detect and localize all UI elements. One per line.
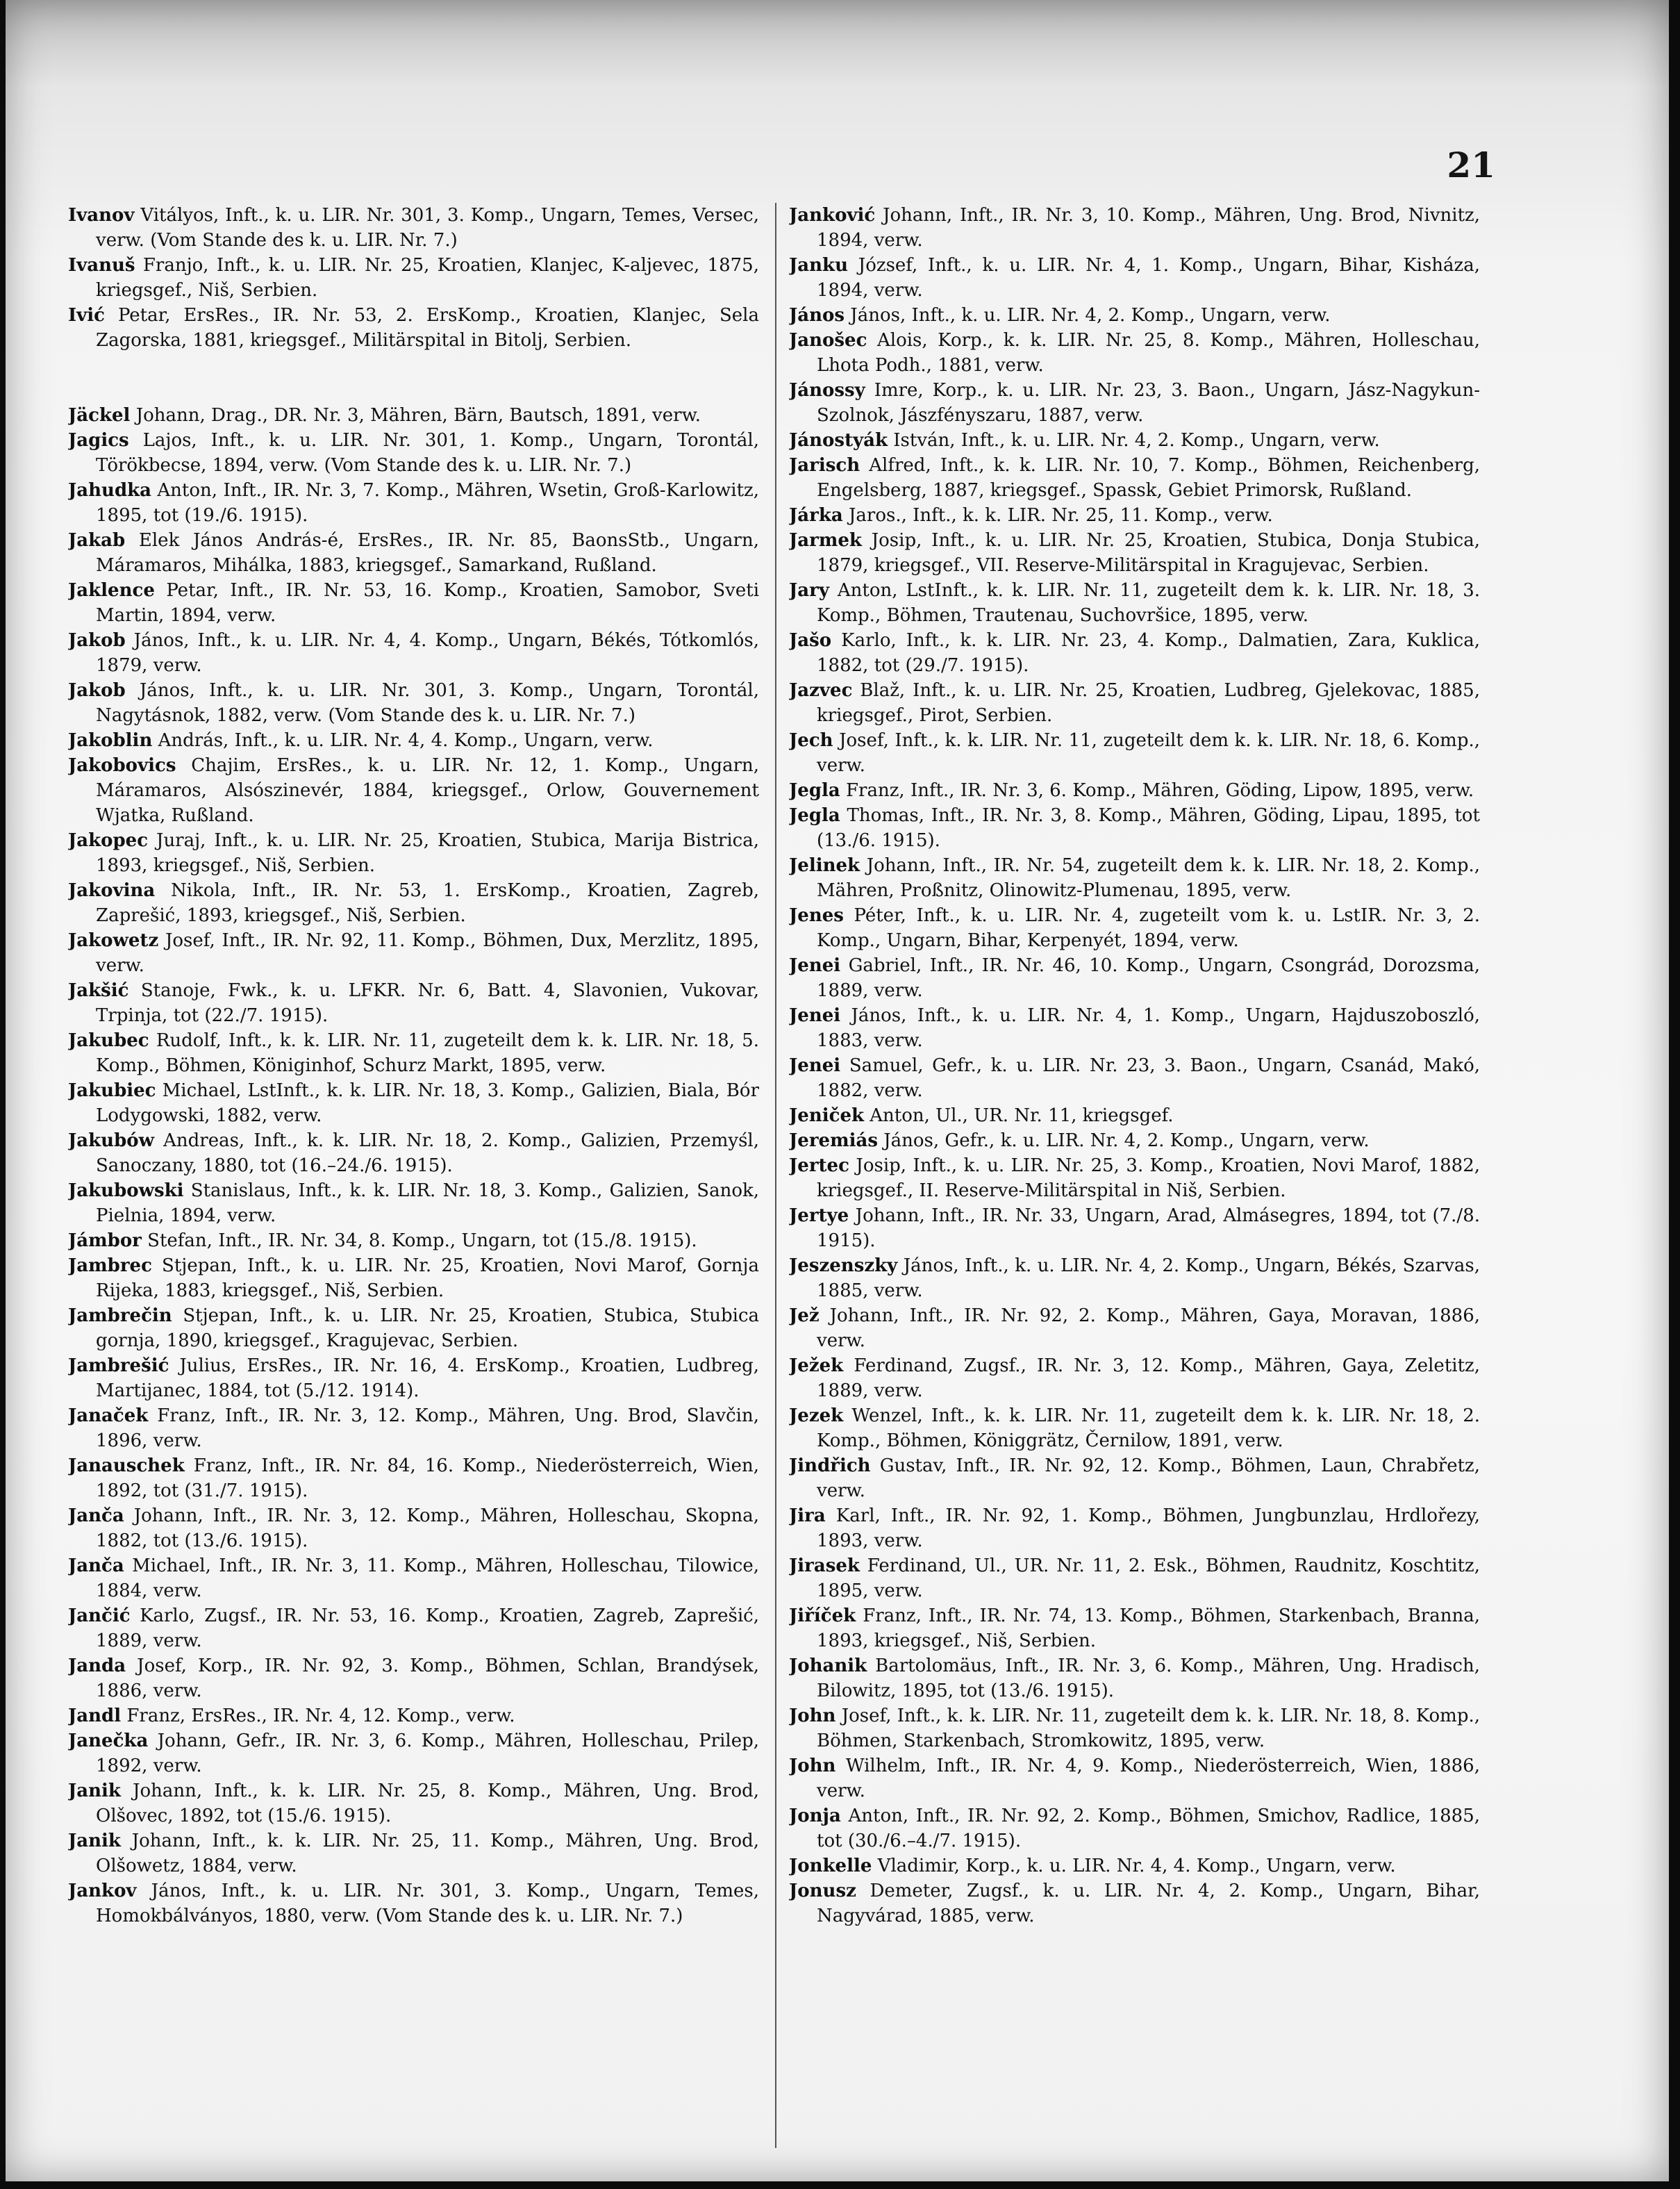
entry [789,303,1480,328]
entry-surname: Jánossy [789,380,865,401]
entry-surname: Jakob [68,680,126,701]
entry [68,1128,759,1178]
entry-surname: Janda [68,1655,126,1676]
entry-details: Rudolf, Inft., k. k. LIR. Nr. 11, zugeteilt dem k. k. LIR. Nr. 18, 5. Komp., Böhmen, Königinhof, Schurz Markt, 1895, verw. [96,1030,759,1076]
entry-surname: Jež [789,1305,820,1326]
entry-details: József, Inft., k. u. LIR. Nr. 4, 1. Komp., Ungarn, Bihar, Kisháza, 1894, verw. [817,255,1480,301]
entry-details: Vladimir, Korp., k. u. LIR. Nr. 4, 4. Komp., Ungarn, verw. [877,1856,1396,1876]
entry-details: János, Inft., k. u. LIR. Nr. 4, 2. Komp., Ungarn, verw. [850,305,1331,326]
entry [789,1353,1480,1403]
entry-surname: Jary [789,580,829,601]
entry [68,428,759,478]
entry-surname: Jakšić [68,980,129,1001]
entry-details: Stjepan, Inft., k. u. LIR. Nr. 25, Kroatien, Novi Marof, Gornja Rijeka, 1883, kriegsgef., Niš, Serbien. [96,1255,759,1301]
entry-surname: Janaček [68,1405,149,1426]
entry-details: Imre, Korp., k. u. LIR. Nr. 23, 3. Baon., Ungarn, Jász-Nagykun-Szolnok, Jászfényszaru, 1887, verw. [817,380,1480,426]
entry-surname: Jertye [789,1205,849,1226]
entry [68,1653,759,1703]
columns [68,203,1499,2155]
entry-details: Johann, Inft., IR. Nr. 54, zugeteilt dem k. k. LIR. Nr. 18, 2. Komp., Mähren, Proßnitz, Olinowitz-Plumenau, 1895, verw. [817,855,1480,901]
entry-surname: Jašo [789,630,832,651]
entry [68,1353,759,1403]
entry [789,1103,1480,1128]
entry [789,528,1480,578]
entry-details: Johann, Drag., DR. Nr. 3, Mähren, Bärn, Bautsch, 1891, verw. [135,405,701,426]
entry-surname: Jakubiec [68,1080,156,1101]
entry [68,203,759,253]
entry-details: Josef, Inft., k. k. LIR. Nr. 11, zugeteilt dem k. k. LIR. Nr. 18, 8. Komp., Böhmen, Starkenbach, Stromkowitz, 1895, verw. [817,1705,1480,1751]
entry-details: Johann, Inft., IR. Nr. 92, 2. Komp., Mähren, Gaya, Moravan, 1886, verw. [817,1305,1480,1351]
entry [68,1078,759,1128]
entry [68,253,759,303]
entry-details: Vitályos, Inft., k. u. LIR. Nr. 301, 3. Komp., Ungarn, Temes, Versec, verw. (Vom Stande des k. u. LIR. Nr. 7.) [96,205,759,251]
entry-details: Franz, Inft., IR. Nr. 84, 16. Komp., Niederösterreich, Wien, 1892, tot (31./7. 1915). [96,1455,759,1501]
entry-details: János, Gefr., k. u. LIR. Nr. 4, 2. Komp., Ungarn, verw. [883,1130,1370,1151]
entry-details: Wilhelm, Inft., IR. Nr. 4, 9. Komp., Niederösterreich, Wien, 1886, verw. [817,1756,1480,1801]
document-page [6,0,1669,2181]
entry [789,1203,1480,1253]
entry-details: János, Inft., k. u. LIR. Nr. 301, 3. Komp., Ungarn, Temes, Homokbálványos, 1880, verw. (Vom Stande des k. u. LIR. Nr. 7.) [96,1881,759,1926]
entry-surname: Jegla [789,780,840,801]
entry [68,1503,759,1553]
entry-details: Samuel, Gefr., k. u. LIR. Nr. 23, 3. Baon., Ungarn, Csanád, Makó, 1882, verw. [817,1055,1480,1101]
entry-surname: Jambrec [68,1255,152,1276]
left-column [68,203,759,2155]
entry-surname: Jonusz [789,1881,856,1901]
entry-details: Stanislaus, Inft., k. k. LIR. Nr. 18, 3. Komp., Galizien, Sanok, Pielnia, 1894, verw. [96,1180,759,1226]
entry [68,1303,759,1353]
entry-surname: Janauschek [68,1455,185,1476]
entry-details: Elek János András-é, ErsRes., IR. Nr. 85, BaonsStb., Ungarn, Máramaros, Mihálka, 1883, kriegsgef., Samarkand, Rußland. [96,530,759,576]
entry-surname: John [789,1705,836,1726]
entry-surname: Jenei [789,1005,841,1026]
entry-details: Stefan, Inft., IR. Nr. 34, 8. Komp., Ungarn, tot (15./8. 1915). [147,1230,697,1251]
entry-surname: Janik [68,1831,121,1851]
entry [789,1153,1480,1203]
entry [68,1028,759,1078]
entry [789,328,1480,378]
entry-details: Johann, Inft., IR. Nr. 3, 12. Komp., Mähren, Holleschau, Skopna, 1882, tot (13./6. 1915). [96,1505,759,1551]
entry-details: Blaž, Inft., k. u. LIR. Nr. 25, Kroatien, Ludbreg, Gjelekovac, 1885, kriegsgef., Pirot, Serbien. [817,680,1480,726]
entry [789,803,1480,853]
entry-surname: János [789,305,845,326]
entry [68,678,759,728]
entry-details: Thomas, Inft., IR. Nr. 3, 8. Komp., Mähren, Göding, Lipau, 1895, tot (13./6. 1915). [817,805,1480,851]
entry-details: Josef, Korp., IR. Nr. 92, 3. Komp., Böhmen, Schlan, Brandýsek, 1886, verw. [96,1655,759,1701]
entry-surname: Jenei [789,955,841,976]
entry [789,1303,1480,1353]
entry-details: Johann, Inft., k. k. LIR. Nr. 25, 11. Komp., Mähren, Ung. Brod, Olšowetz, 1884, verw. [96,1831,759,1876]
entry-details: Franjo, Inft., k. u. LIR. Nr. 25, Kroatien, Klanjec, K-aljevec, 1875, kriegsgef., Niš, Serbien. [96,255,759,301]
entry-surname: Janečka [68,1730,149,1751]
entry-surname: Jambrečin [68,1305,172,1326]
entry-details: Johann, Gefr., IR. Nr. 3, 6. Komp., Mähren, Holleschau, Prilep, 1892, verw. [96,1730,759,1776]
entry [789,1128,1480,1153]
entry-surname: Jandl [68,1705,122,1726]
entry-surname: Jeremiás [789,1130,878,1151]
entry [68,628,759,678]
entry-details: Gustav, Inft., IR. Nr. 92, 12. Komp., Böhmen, Laun, Chrabřetz, verw. [817,1455,1480,1501]
entry-surname: Janča [68,1555,124,1576]
entry-surname: Jakobovics [68,755,176,776]
entry-surname: Jakob [68,630,126,651]
entry-surname: Jonja [789,1806,841,1826]
entry-surname: Jazvec [789,680,853,701]
entry [789,1703,1480,1753]
entry-surname: Janik [68,1781,121,1801]
entry-details: András, Inft., k. u. LIR. Nr. 4, 4. Komp., Ungarn, verw. [158,730,654,751]
entry-details: Alfred, Inft., k. k. LIR. Nr. 10, 7. Komp., Böhmen, Reichenberg, Engelsberg, 1887, kriegsgef., Spassk, Gebiet Primorsk, Rußland. [817,455,1480,501]
entry-surname: Ivanuš [68,255,135,276]
entry-details: Karl, Inft., IR. Nr. 92, 1. Komp., Böhmen, Jungbunzlau, Hrdlořezy, 1893, verw. [817,1505,1480,1551]
entry [68,403,759,428]
entry-details: Bartolomäus, Inft., IR. Nr. 3, 6. Komp., Mähren, Ung. Hradisch, Bilowitz, 1895, tot (13./6. 1915). [817,1655,1480,1701]
entry [789,903,1480,953]
entry-surname: Jakab [68,530,126,551]
entry-surname: Jagics [68,430,129,451]
entry-details: Michael, LstInft., k. k. LIR. Nr. 18, 3. Komp., Galizien, Biala, Bór Lodygowski, 1882, verw. [96,1080,759,1126]
entry [789,1878,1480,1928]
entry-surname: Jarisch [789,455,860,476]
entry-details: Nikola, Inft., IR. Nr. 53, 1. ErsKomp., Kroatien, Zagreb, Zaprešić, 1893, kriegsgef., Niš, Serbien. [96,880,759,926]
entry [68,1728,759,1778]
entry [789,1553,1480,1603]
entry-details: Anton, LstInft., k. k. LIR. Nr. 11, zugeteilt dem k. k. LIR. Nr. 18, 3. Komp., Böhmen, Trautenau, Suchovršice, 1895, verw. [817,580,1480,626]
entry-details: Wenzel, Inft., k. k. LIR. Nr. 11, zugeteilt dem k. k. LIR. Nr. 18, 2. Komp., Böhmen, Königgrätz, Černilow, 1891, verw. [817,1405,1480,1451]
entry-details: Julius, ErsRes., IR. Nr. 16, 4. ErsKomp., Kroatien, Ludbreg, Martijanec, 1884, tot (5./12. 1914). [96,1355,759,1401]
entry-details: Lajos, Inft., k. u. LIR. Nr. 301, 1. Komp., Ungarn, Torontál, Törökbecse, 1894, verw. (Vom Stande des k. u. LIR. Nr. 7.) [96,430,759,476]
entry-surname: Ivanov [68,205,135,226]
entry-details: János, Inft., k. u. LIR. Nr. 4, 2. Komp., Ungarn, Békés, Szarvas, 1885, verw. [817,1255,1480,1301]
entry [789,1653,1480,1703]
entry-surname: Jakubowski [68,1180,184,1201]
entry-surname: Jezek [789,1405,844,1426]
entry-surname: Jonkelle [789,1856,872,1876]
entry-details: Johann, Inft., IR. Nr. 33, Ungarn, Arad, Almásegres, 1894, tot (7./8. 1915). [817,1205,1480,1251]
entry-surname: Jenei [789,1055,841,1076]
entry-details: Johann, Inft., IR. Nr. 3, 10. Komp., Mähren, Ung. Brod, Nivnitz, 1894, verw. [817,205,1480,251]
entry-surname: Ježek [789,1355,844,1376]
entry [789,428,1480,453]
entry-details: Josef, Inft., IR. Nr. 92, 11. Komp., Böhmen, Dux, Merzlitz, 1895, verw. [96,930,759,976]
entry [68,1453,759,1503]
entry-surname: John [789,1756,836,1776]
entry [789,1753,1480,1803]
entry-surname: Ivić [68,305,105,326]
entry-details: Stjepan, Inft., k. u. LIR. Nr. 25, Kroatien, Stubica, Stubica gornja, 1890, kriegsgef., Kragujevac, Serbien. [96,1305,759,1351]
entry [789,778,1480,803]
entry [68,1253,759,1303]
entry-details: Josef, Inft., k. k. LIR. Nr. 11, zugeteilt dem k. k. LIR. Nr. 18, 6. Komp., verw. [817,730,1480,776]
entry [789,453,1480,503]
entry-details: Anton, Inft., IR. Nr. 3, 7. Komp., Mähren, Wsetin, Groß-Karlowitz, 1895, tot (19./6. 1915). [96,480,759,526]
entry-surname: Jakubec [68,1030,149,1051]
entry [68,1178,759,1228]
entry [68,303,759,353]
entry-surname: Jelinek [789,855,860,876]
entry [789,953,1480,1003]
entry [789,1853,1480,1878]
entry [789,1053,1480,1103]
entry [68,1603,759,1653]
entry-surname: Jegla [789,805,840,826]
entry-details: Josip, Inft., k. u. LIR. Nr. 25, 3. Komp., Kroatien, Novi Marof, 1882, kriegsgef., II. Reserve-Militärspital in Niš, Serbien. [817,1155,1480,1201]
entry [789,1803,1480,1853]
entry-surname: Johanik [789,1655,867,1676]
entry-details: Petar, Inft., IR. Nr. 53, 16. Komp., Kroatien, Samobor, Sveti Martin, 1894, verw. [96,580,759,626]
entry [68,728,759,753]
entry [789,728,1480,778]
entry [68,828,759,878]
entry-surname: Jakubów [68,1130,154,1151]
entry-details: Alois, Korp., k. k. LIR. Nr. 25, 8. Komp., Mähren, Holleschau, Lhota Podh., 1881, verw. [817,330,1480,376]
entry-details: János, Inft., k. u. LIR. Nr. 4, 1. Komp., Ungarn, Hajduszoboszló, 1883, verw. [817,1005,1480,1051]
entry [789,628,1480,678]
entry [789,503,1480,528]
entry [68,578,759,628]
entry-surname: Jakopec [68,830,149,851]
entry [68,753,759,828]
entry-details: Jaros., Inft., k. k. LIR. Nr. 25, 11. Komp., verw. [848,505,1273,526]
entry [68,528,759,578]
entry-details: Josip, Inft., k. u. LIR. Nr. 25, Kroatien, Stubica, Donja Stubica, 1879, kriegsgef., VII. Reserve-Militärspital in Kragujevac, Serbien. [817,530,1480,576]
entry-surname: Jánostyák [789,430,888,451]
entry-surname: Járka [789,505,843,526]
entry-surname: Jakovina [68,880,156,901]
entry-surname: Jindřich [789,1455,871,1476]
entry-surname: Jakoblin [68,730,153,751]
entry [789,578,1480,628]
entry-surname: Jeszenszky [789,1255,898,1276]
entry-details: János, Inft., k. u. LIR. Nr. 301, 3. Komp., Ungarn, Torontál, Nagytásnok, 1882, verw. (Vom Stande des k. u. LIR. Nr. 7.) [96,680,759,726]
entry-details: Michael, Inft., IR. Nr. 3, 11. Komp., Mähren, Holleschau, Tilowice, 1884, verw. [96,1555,759,1601]
entry [68,1828,759,1878]
entry [68,928,759,978]
entry-surname: Jambrešić [68,1355,169,1376]
entry-surname: Janku [789,255,848,276]
entry-surname: Jirasek [789,1555,860,1576]
entry [68,1403,759,1453]
entry-surname: Janković [789,205,876,226]
entry-details: Chajim, ErsRes., k. u. LIR. Nr. 12, 1. Komp., Ungarn, Máramaros, Alsószinevér, 1884, kriegsgef., Orlow, Gouvernement Wjatka, Rußland. [96,755,759,826]
entry-details: Johann, Inft., k. k. LIR. Nr. 25, 8. Komp., Mähren, Ung. Brod, Olšovec, 1892, tot (15./6. 1915). [96,1781,759,1826]
entry [789,1253,1480,1303]
entry [68,878,759,928]
entry-details: Karlo, Zugsf., IR. Nr. 53, 16. Komp., Kroatien, Zagreb, Zaprešić, 1889, verw. [96,1605,759,1651]
entry-details: Gabriel, Inft., IR. Nr. 46, 10. Komp., Ungarn, Csongrád, Dorozsma, 1889, verw. [817,955,1480,1001]
entry [789,678,1480,728]
entry-surname: Jakowetz [68,930,159,951]
entry-details: Anton, Inft., IR. Nr. 92, 2. Komp., Böhmen, Smichov, Radlice, 1885, tot (30./6.–4./7. 1915). [817,1806,1480,1851]
entry [789,1503,1480,1553]
entry [68,1228,759,1253]
entry-surname: Jertec [789,1155,849,1176]
entry [68,1703,759,1728]
entry-details: Franz, Inft., IR. Nr. 3, 12. Komp., Mähren, Ung. Brod, Slavčin, 1896, verw. [96,1405,759,1451]
entry-surname: Jech [789,730,833,751]
entry-surname: Jiříček [789,1605,856,1626]
entry-details: István, Inft., k. u. LIR. Nr. 4, 2. Komp., Ungarn, verw. [893,430,1380,451]
entry-surname: Jámbor [68,1230,142,1251]
page-number: 21 [1447,144,1495,185]
entry [789,1003,1480,1053]
entry [789,1603,1480,1653]
entry-surname: Jaklence [68,580,155,601]
entry-surname: Jančić [68,1605,131,1626]
entry [789,378,1480,428]
entry-surname: Jenes [789,905,844,926]
entry-surname: Jankov [68,1881,137,1901]
entry-surname: Jäckel [68,405,131,426]
entry [789,1453,1480,1503]
entry-details: Karlo, Inft., k. k. LIR. Nr. 23, 4. Komp., Dalmatien, Zara, Kuklica, 1882, tot (29./7. 1915). [817,630,1480,676]
entry-details: Franz, Inft., IR. Nr. 74, 13. Komp., Böhmen, Starkenbach, Branna, 1893, kriegsgef., Niš, Serbien. [817,1605,1480,1651]
entry-details: Péter, Inft., k. u. LIR. Nr. 4, zugeteilt vom k. u. LstIR. Nr. 3, 2. Komp., Ungarn, Bihar, Kerpenyét, 1894, verw. [817,905,1480,951]
entry-details: Ferdinand, Zugsf., IR. Nr. 3, 12. Komp., Mähren, Gaya, Zeletitz, 1889, verw. [817,1355,1480,1401]
entry-details: Franz, ErsRes., IR. Nr. 4, 12. Komp., verw. [126,1705,515,1726]
entry-surname: Janošec [789,330,867,351]
entry [789,1403,1480,1453]
entry [68,1878,759,1928]
right-column [789,203,1480,2155]
entry-surname: Janča [68,1505,124,1526]
entry [789,203,1480,253]
entry-surname: Jahudka [68,480,151,501]
entry-details: Stanoje, Fwk., k. u. LFKR. Nr. 6, Batt. 4, Slavonien, Vukovar, Trpinja, tot (22./7. 1915). [96,980,759,1026]
entry-details: Anton, Ul., UR. Nr. 11, kriegsgef. [870,1105,1174,1126]
entry-details: János, Inft., k. u. LIR. Nr. 4, 4. Komp., Ungarn, Békés, Tótkomlós, 1879, verw. [96,630,759,676]
entry-surname: Jeniček [789,1105,865,1126]
entry [68,1553,759,1603]
entry-surname: Jarmek [789,530,862,551]
entry [789,253,1480,303]
entry-details: Franz, Inft., IR. Nr. 3, 6. Komp., Mähren, Göding, Lipow, 1895, verw. [846,780,1474,801]
entry [68,978,759,1028]
entry-details: Petar, ErsRes., IR. Nr. 53, 2. ErsKomp., Kroatien, Klanjec, Sela Zagorska, 1881, kriegsgef., Militärspital in Bitolj, Serbien. [96,305,759,351]
entry [68,1778,759,1828]
entry-details: Juraj, Inft., k. u. LIR. Nr. 25, Kroatien, Stubica, Marija Bistrica, 1893, kriegsgef., Niš, Serbien. [96,830,759,876]
entry-details: Andreas, Inft., k. k. LIR. Nr. 18, 2. Komp., Galizien, Przemyśl, Sanoczany, 1880, tot (16.–24./6. 1915). [96,1130,759,1176]
entry-details: Ferdinand, Ul., UR. Nr. 11, 2. Esk., Böhmen, Raudnitz, Koschtitz, 1895, verw. [817,1555,1480,1601]
entry [789,853,1480,903]
entry-surname: Jira [789,1505,826,1526]
entry [68,478,759,528]
entry-details: Demeter, Zugsf., k. u. LIR. Nr. 4, 2. Komp., Ungarn, Bihar, Nagyvárad, 1885, verw. [817,1881,1480,1926]
